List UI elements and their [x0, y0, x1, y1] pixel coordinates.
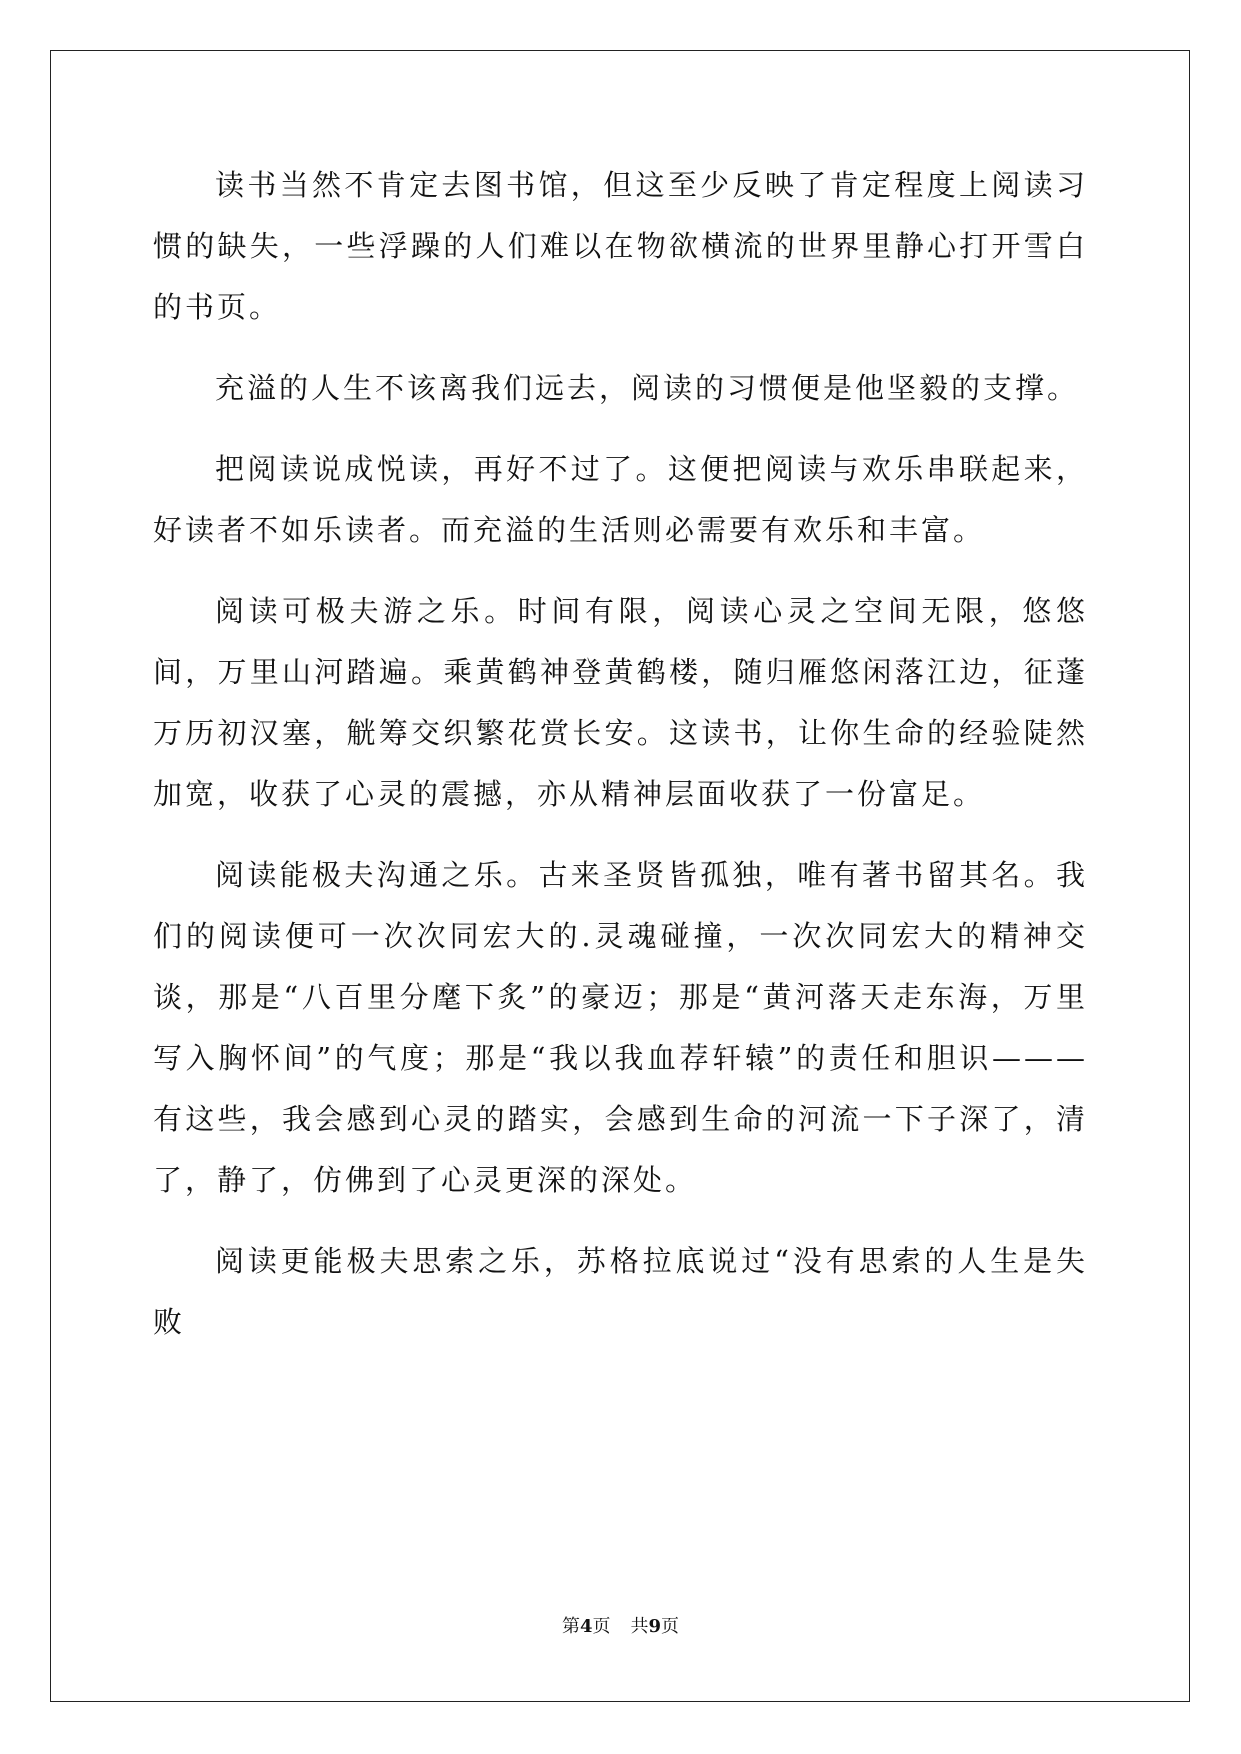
current-page-number: 4 — [579, 1616, 593, 1637]
footer-prefix: 第 — [561, 1616, 580, 1637]
footer-total-suffix: 页 — [661, 1616, 680, 1637]
paragraph: 阅读可极夫游之乐。时间有限，阅读心灵之空间无限，悠悠间，万里山河踏遍。乘黄鹤神登黄鹤楼，随归雁悠闲落江边，征蓬万历初汉塞，觥筹交织繁花赏长安。这读书，让你生命的经验陡然加宽，收获了心灵的震撼，亦从精神层面收获了一份富足。 — [153, 594, 1088, 811]
paragraph: 充溢的人生不该离我们远去，阅读的习惯便是他坚毅的支撑。 — [215, 371, 1080, 405]
paragraph: 把阅读说成悦读，再好不过了。这便把阅读与欢乐串联起来，好读者不如乐读者。而充溢的生活则必需要有欢乐和丰富。 — [153, 452, 1088, 547]
document-body — [153, 155, 1088, 1373]
paragraph: 阅读能极夫沟通之乐。古来圣贤皆孤独，唯有著书留其名。我们的阅读便可一次次同宏大的.灵魂碰撞，一次次同宏大的精神交谈，那是“八百里分麾下炙”的豪迈；那是“黄河落天走东海，万里写入胸怀间”的气度；那是“我以我血荐轩辕”的责任和胆识———有这些，我会感到心灵的踏实，会感到生命的河流一下子深了，清了，静了，仿佛到了心灵更深的深处。 — [153, 858, 1088, 1197]
footer-page-suffix: 页 — [592, 1616, 611, 1637]
paragraph: 读书当然不肯定去图书馆，但这至少反映了肯定程度上阅读习惯的缺失，一些浮躁的人们难以在物欲横流的世界里静心打开雪白的书页。 — [153, 168, 1088, 324]
page-footer — [0, 1612, 1241, 1638]
footer-total-prefix: 共 — [630, 1616, 649, 1637]
paragraph: 阅读更能极夫思索之乐，苏格拉底说过“没有思索的人生是失败 — [153, 1244, 1088, 1339]
total-pages-number: 9 — [648, 1616, 662, 1637]
